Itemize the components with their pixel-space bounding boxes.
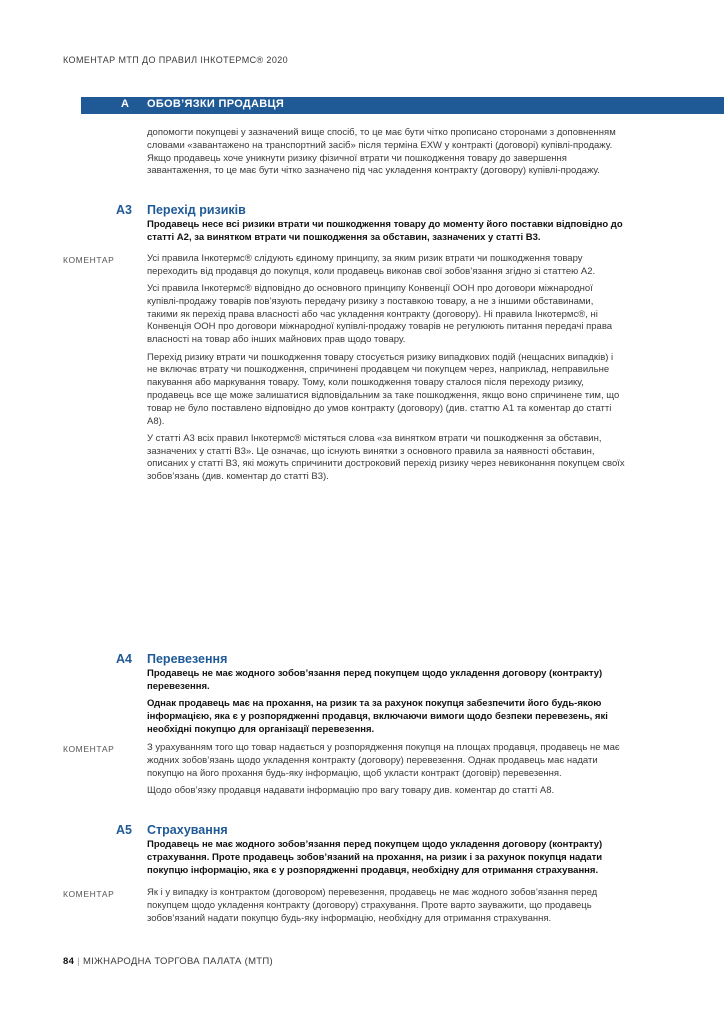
page-number: 84 <box>63 956 75 967</box>
a5-comment-label: КОМЕНТАР <box>63 889 115 899</box>
a3-comment-paragraph: У статті A3 всіх правил Інкотермс® містяться слова «за винятком втрати чи пошкодження за обставин, зазначених у статті B3». Це означає, що існують винятки з основного правила за наявності обставин, описаних у статті B3, які можуть спричинити достроковий перехід ризику через невиконання покупцем своїх зобов’язань (див. коментар до статті B3). <box>147 432 625 483</box>
a4-comment-label: КОМЕНТАР <box>63 744 115 754</box>
a4-rule-paragraph: Однак продавець має на прохання, на ризик та за рахунок покупця забезпечити його будь-якою інформацією, яка є у розпорядженні продавця, включаючи вимоги щодо безпеки перевезень, які необхідні покупцю для організації перевезення. <box>147 698 608 735</box>
a3-rule-text: Продавець несе всі ризики втрати чи пошкодження товару до моменту його поставки відповідно до статті A2, за винятком втрати чи пошкодження за обставин, зазначених у статті B3. <box>147 219 623 243</box>
a3-code: A3 <box>116 203 132 217</box>
a5-rule-text: Продавець не має жодного зобов’язання перед покупцем щодо укладення договору (контракту) страхування. Проте продавець зобов’язаний на прохання, на ризик і за рахунок покупця надати покупцю інформацію, яка є у розпорядженні продавця, необхідну для отримання страхування. <box>147 839 603 876</box>
a4-comment-paragraph: Щодо обов’язку продавця надавати інформацію про вагу товару див. коментар до статті A8. <box>147 784 555 796</box>
section-letter: A <box>121 98 129 110</box>
a5-comment <box>147 887 625 930</box>
a4-comment-paragraph: З урахуванням того що товар надається у розпорядження покупця на площах продавця, продавець не має жодних зобов’язань щодо укладення контракту (договору) перевезення. Однак продавець має надати покупцю на його прохання будь-яку інформацію, щоб укласти контракт (договір) перевезення. <box>147 742 620 779</box>
a5-heading: Страхування <box>147 823 228 837</box>
a5-comment-text: Як і у випадку із контрактом (договором) перевезення, продавець не має жодного зобов’язання перед покупцем щодо укладення контракту (договору) страхування. Проте варто зауважити, що продавець зобов’язаний надати покупцю будь-яку інформацію, необхідну для отримання страхування. <box>147 887 598 924</box>
a3-heading: Перехід ризиків <box>147 203 246 217</box>
a4-code: A4 <box>116 652 132 666</box>
a5-code: A5 <box>116 823 132 837</box>
page-footer <box>63 956 273 967</box>
a4-heading: Перевезення <box>147 652 228 666</box>
a4-comments <box>147 742 625 802</box>
running-header: КОМЕНТАР МТП ДО ПРАВИЛ ІНКОТЕРМС® 2020 <box>63 55 289 65</box>
a4-rules <box>147 668 625 741</box>
intro-text: допомогти покупцеві у зазначений вище спосіб, то це має бути чітко прописано сторонами з доповненням словами «завантажено на транспортний засіб» після терміна EXW у контракті (договорі) купівлі-продажу. Якщо продавець хоче уникнути ризику фізичної втрати чи пошкодження товару до завершення завантаження, то це має бути чітко зазначено під час укладення контракту (договору) купівлі-продажу. <box>147 127 616 177</box>
section-title: ОБОВ’ЯЗКИ ПРОДАВЦЯ <box>147 98 285 110</box>
footer-publisher: МІЖНАРОДНА ТОРГОВА ПАЛАТА (МТП) <box>82 956 273 967</box>
a3-comments <box>147 253 625 489</box>
a3-comment-paragraph: Усі правила Інкотермс® відповідно до основного принципу Конвенції ООН про договори міжнародної купівлі-продажу товарів пов’язують передачу ризику з поставкою товару, а не з іншими обставинами, такими як перехід права власності або час укладення контракту (договору). Ні правила Інкотермс®, ні Конвенція ООН про договори міжнародної купівлі-продажу товарів не регулюють питання передачі права власності на товар або інших майнових прав щодо товару. <box>147 283 613 346</box>
a3-comment-paragraph: Усі правила Інкотермс® слідують єдиному принципу, за яким ризик втрати чи пошкодження товару переходить від продавця до покупця, коли продавець виконав свої зобов’язання згідно зі статтею A2. <box>147 253 596 277</box>
footer-separator: | <box>77 956 80 967</box>
a3-comment-paragraph: Перехід ризику втрати чи пошкодження товару стосується ризику випадкових подій (нещасних випадків) і не включає втрату чи пошкодження, спричинені продавцем чи покупцем через, наприклад, неправильне пакування або маркування товару. Тому, коли пошкодження товару сталося після переходу ризику, продавець все ще може залишатися відповідальним за таке пошкодження, якщо воно спричинене тим, що товар не було поставлено відповідно до умов контракту (договору) (див. статтю A1 та коментар до статті A8). <box>147 351 620 427</box>
section-band <box>81 97 724 114</box>
a5-rule <box>147 839 625 882</box>
a4-rule-paragraph: Продавець не має жодного зобов’язання перед покупцем щодо укладення договору (контракту) перевезення. <box>147 668 603 692</box>
a3-comment-label: КОМЕНТАР <box>63 255 115 265</box>
a3-rule <box>147 219 625 249</box>
intro-paragraph <box>147 127 625 183</box>
